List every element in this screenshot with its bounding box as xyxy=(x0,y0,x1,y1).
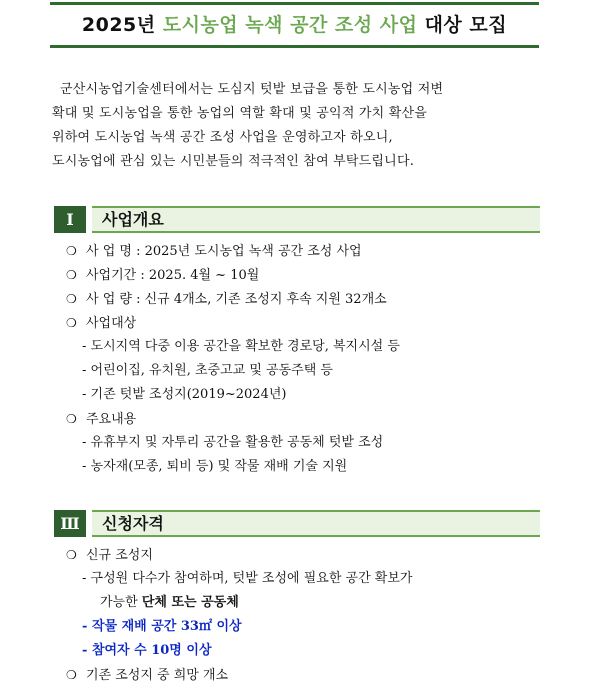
group-requirement: 단체 또는 공동체 xyxy=(141,595,239,610)
list-subitem xyxy=(66,455,546,479)
list-item xyxy=(66,263,546,287)
existing-site-label: 기존 조성지 중 희망 개소 xyxy=(86,668,229,683)
participant-requirement: 참여자 수 10명 이상 xyxy=(91,643,212,658)
list-subitem xyxy=(66,359,546,383)
content-item: 농자재(모종, 퇴비 등) 및 작물 재배 기술 지원 xyxy=(90,459,348,474)
title-highlight: 도시농업 녹색 공간 조성 사업 xyxy=(162,14,418,36)
intro-line: 도시농업에 관심 있는 시민분들의 적극적인 참여 부탁드립니다. xyxy=(52,154,415,169)
section-header-eligibility xyxy=(54,510,540,537)
intro-line: 군산시농업기술센터에서는 도심지 텃밭 보급을 통한 도시농업 저변 xyxy=(60,82,444,97)
section-title: 사업개요 xyxy=(92,206,540,233)
intro-paragraph xyxy=(52,78,552,174)
circle-bullet-icon: ❍ xyxy=(66,244,77,258)
section-header-overview xyxy=(54,206,540,233)
circle-bullet-icon: ❍ xyxy=(66,316,77,330)
title-suffix: 대상 모집 xyxy=(417,14,508,36)
intro-line: 위하여 도시농업 녹색 공간 조성 사업을 운영하고자 하오니, xyxy=(52,130,393,145)
section-number: Ⅰ xyxy=(54,206,86,233)
circle-bullet-icon: ❍ xyxy=(66,292,77,306)
title-year: 2025년 xyxy=(81,14,163,36)
section-number: Ⅲ xyxy=(54,510,86,537)
circle-bullet-icon: ❍ xyxy=(66,548,77,562)
dash-bullet: - xyxy=(82,643,88,658)
list-item xyxy=(66,407,546,431)
new-site-desc-cont: 가능한 xyxy=(100,595,142,610)
dash-bullet: - xyxy=(82,459,87,474)
list-item xyxy=(66,287,546,311)
list-subitem xyxy=(66,567,546,591)
content-item: 유휴부지 및 자투리 공간을 활용한 공동체 텃밭 조성 xyxy=(90,435,384,450)
page-title xyxy=(50,2,539,48)
list-subitem xyxy=(66,431,546,455)
overview-amount: 사 업 량 : 신규 4개소, 기존 조성지 후속 지원 32개소 xyxy=(86,292,387,307)
list-subitem-continuation xyxy=(66,591,546,615)
content-label: 주요내용 xyxy=(86,412,137,427)
overview-period: 사업기간 : 2025. 4월 ~ 10월 xyxy=(86,268,260,283)
overview-name: 사 업 명 : 2025년 도시농업 녹색 공간 조성 사업 xyxy=(86,244,362,259)
target-item: 기존 텃밭 조성지(2019~2024년) xyxy=(90,387,287,402)
list-item xyxy=(66,543,546,567)
target-item: 어린이집, 유치원, 초중고교 및 공동주택 등 xyxy=(90,363,333,378)
list-item xyxy=(66,311,546,335)
dash-bullet: - xyxy=(82,435,87,450)
dash-bullet: - xyxy=(82,339,87,354)
section-title: 신청자격 xyxy=(92,510,540,537)
target-label: 사업대상 xyxy=(86,316,137,331)
dash-bullet: - xyxy=(82,619,88,634)
eligibility-list xyxy=(66,543,546,687)
new-site-label: 신규 조성지 xyxy=(86,548,153,563)
new-site-desc: 구성원 다수가 참여하며, 텃밭 조성에 필요한 공간 확보가 xyxy=(90,571,413,586)
circle-bullet-icon: ❍ xyxy=(66,412,77,426)
dash-bullet: - xyxy=(82,363,87,378)
overview-list xyxy=(66,239,546,479)
dash-bullet: - xyxy=(82,387,87,402)
list-item xyxy=(66,663,546,687)
list-subitem xyxy=(66,335,546,359)
list-subitem xyxy=(66,615,546,639)
circle-bullet-icon: ❍ xyxy=(66,268,77,282)
list-item xyxy=(66,239,546,263)
target-item: 도시지역 다중 이용 공간을 확보한 경로당, 복지시설 등 xyxy=(90,339,400,354)
intro-line: 확대 및 도시농업을 통한 농업의 역할 확대 및 공익적 가치 확산을 xyxy=(52,106,428,121)
list-subitem xyxy=(66,639,546,663)
area-requirement: 작물 재배 공간 33㎡ 이상 xyxy=(91,619,242,634)
list-subitem xyxy=(66,383,546,407)
circle-bullet-icon: ❍ xyxy=(66,668,77,682)
dash-bullet: - xyxy=(82,571,87,586)
